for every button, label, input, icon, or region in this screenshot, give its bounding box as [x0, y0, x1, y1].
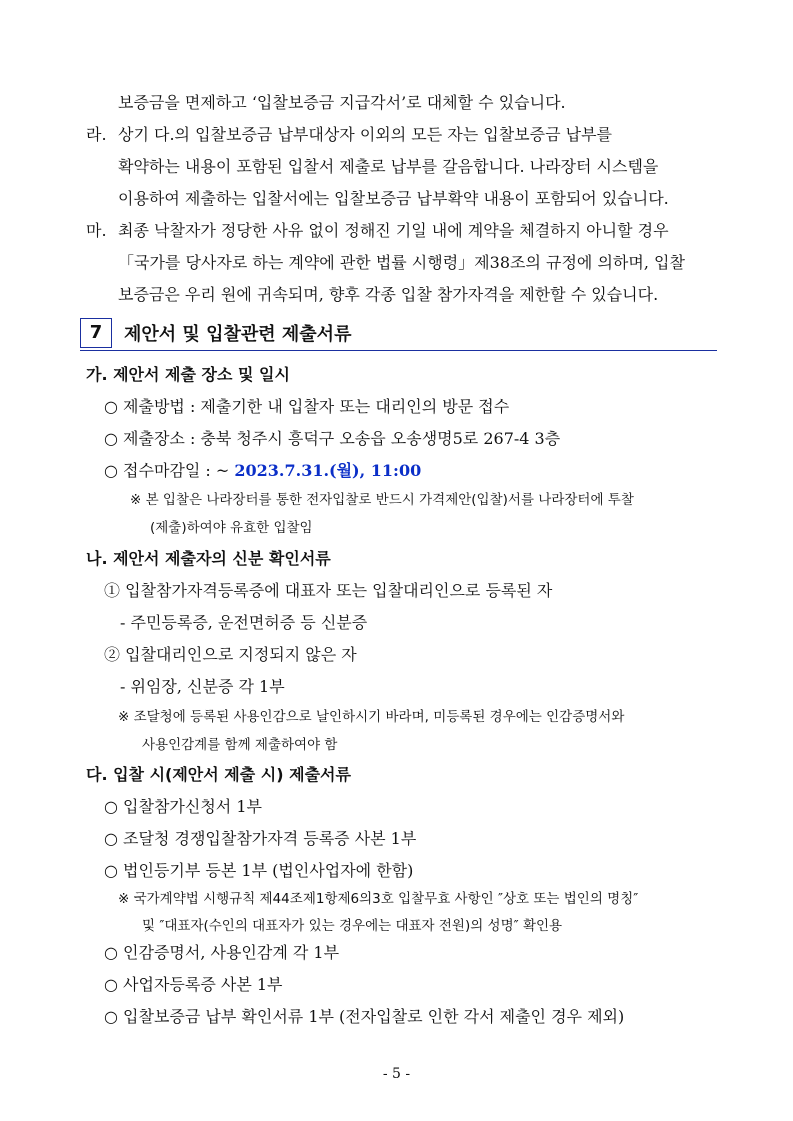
deadline-date: 2023.7.31.(월), 11:00 [234, 461, 422, 480]
note-line: (제출)하여야 유효한 입찰임 [150, 520, 313, 536]
ra-line-1: 상기 다.의 입찰보증금 납부대상자 이외의 모든 자는 입찰보증금 납부를 [118, 125, 612, 144]
note-line: 및 ″대표자(수인의 대표자가 있는 경우에는 대표자 전원)의 성명″ 확인용 [142, 918, 563, 934]
list-item: ○ 제출방법 : 제출기한 내 입찰자 또는 대리인의 방문 접수 [104, 397, 510, 416]
ra-line-3: 이용하여 제출하는 입찰서에는 입찰보증금 납부확약 내용이 포함되어 있습니다. [118, 189, 669, 208]
list-item: ○ 법인등기부 등본 1부 (법인사업자에 한함) [104, 861, 414, 880]
list-item [104, 460, 421, 482]
item-marker-ma: 마. [86, 221, 107, 240]
deadline-label: ○ 접수마감일 : ~ [104, 461, 235, 480]
subheading-da: 다. 입찰 시(제안서 제출 시) 제출서류 [86, 765, 351, 784]
list-item: ① 입찰참가자격등록증에 대표자 또는 입찰대리인으로 등록된 자 [104, 581, 553, 600]
list-subitem: - 위임장, 신분증 각 1부 [120, 677, 285, 696]
note-line: ※ 조달청에 등록된 사용인감으로 날인하시기 바라며, 미등록된 경우에는 인감증명서와 [118, 709, 625, 725]
ma-line-3: 보증금은 우리 원에 귀속되며, 향후 각종 입찰 참가자격을 제한할 수 있습니다. [118, 285, 659, 304]
note-line: ※ 본 입찰은 나라장터를 통한 전자입찰로 반드시 가격제안(입찰)서를 나라장터에 투찰 [130, 492, 634, 508]
note-line: 사용인감계를 함께 제출하여야 함 [142, 737, 338, 753]
list-item: ○ 제출장소 : 충북 청주시 흥덕구 오송읍 오송생명5로 267-4 3층 [104, 429, 561, 448]
list-item: ○ 조달청 경쟁입찰참가자격 등록증 사본 1부 [104, 829, 417, 848]
list-item: ○ 인감증명서, 사용인감계 각 1부 [104, 943, 340, 962]
list-item: ○ 입찰참가신청서 1부 [104, 797, 262, 816]
list-item: ② 입찰대리인으로 지정되지 않은 자 [104, 645, 357, 664]
ra-line-2: 확약하는 내용이 포함된 입찰서 제출로 납부를 갈음합니다. 나라장터 시스템을 [118, 157, 659, 176]
note-line: ※ 국가계약법 시행규칙 제44조제1항제6의3호 입찰무효 사항인 ″상호 또는 법인의 명칭″ [118, 891, 639, 907]
list-item: ○ 사업자등록증 사본 1부 [104, 975, 283, 994]
list-item: ○ 입찰보증금 납부 확인서류 1부 (전자입찰로 인한 각서 제출인 경우 제외) [104, 1007, 625, 1026]
page-number: - 5 - [382, 1066, 411, 1082]
section-number: 7 [80, 318, 112, 348]
list-subitem: - 주민등록증, 운전면허증 등 신분증 [120, 613, 368, 632]
ma-line-2: 「국가를 당사자로 하는 계약에 관한 법률 시행령」제38조의 규정에 의하며, 입찰 [118, 253, 685, 272]
subheading-na: 나. 제안서 제출자의 신분 확인서류 [86, 549, 331, 568]
section-title: 제안서 및 입찰관련 제출서류 [124, 324, 352, 345]
subheading-ga: 가. 제안서 제출 장소 및 일시 [86, 365, 290, 384]
item-marker-ra: 라. [86, 125, 107, 144]
section-header [80, 316, 717, 351]
intro-line: 보증금을 면제하고 ‘입찰보증금 지급각서’로 대체할 수 있습니다. [118, 93, 566, 112]
ma-line-1: 최종 낙찰자가 정당한 사유 없이 정해진 기일 내에 계약을 체결하지 아니할 경우 [118, 221, 669, 240]
